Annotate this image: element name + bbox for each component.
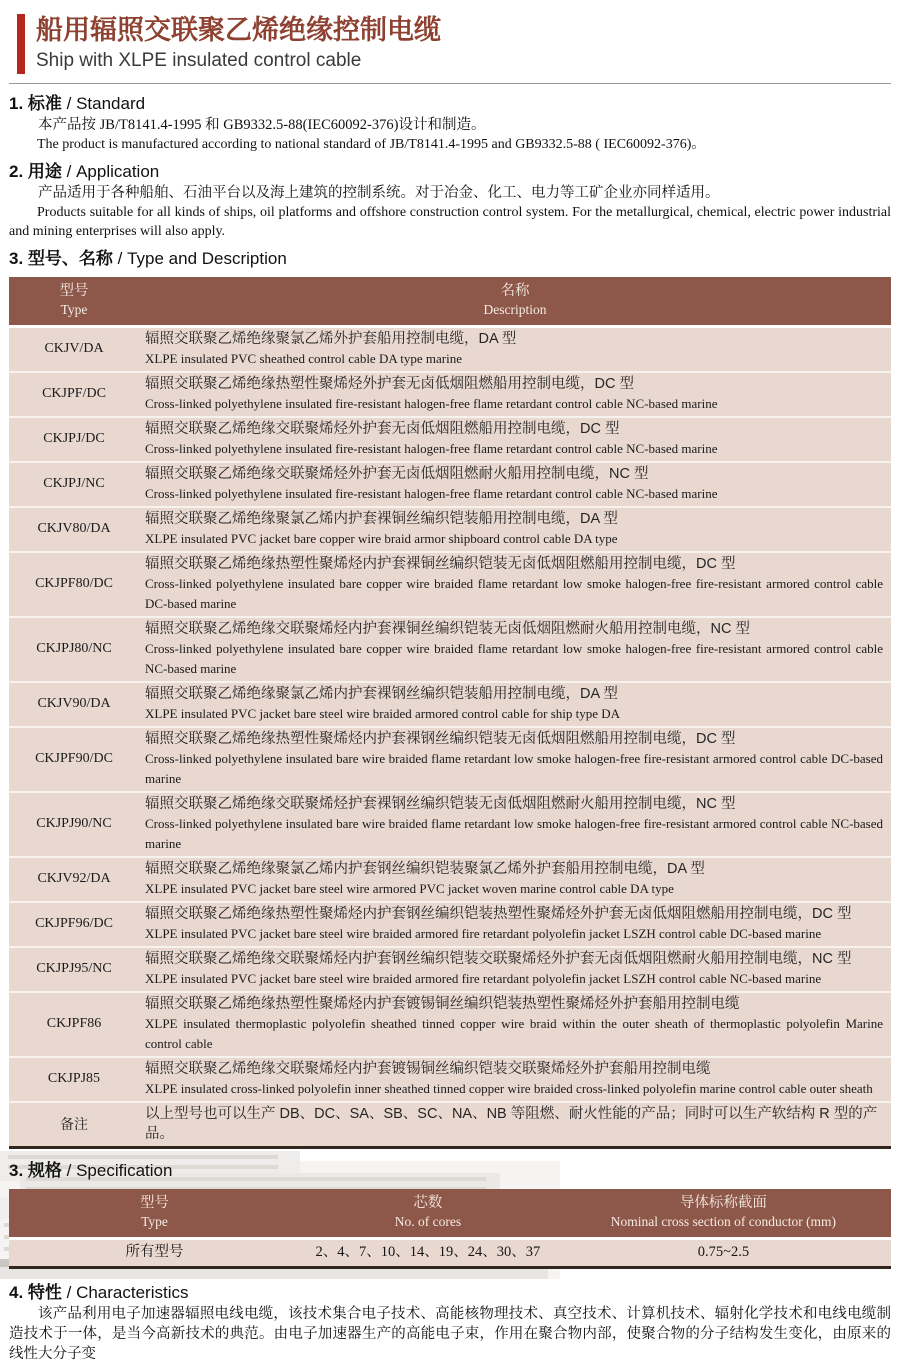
cable-description-cell [139, 902, 891, 947]
table-row [9, 617, 891, 682]
table-row [9, 727, 891, 792]
table-row [9, 417, 891, 462]
cable-type-code: CKJPJ95/NC [36, 961, 112, 976]
cable-description-en: XLPE insulated PVC jacket bare steel wire braided armored fire retardant polyolefin jacket LSZH control cable NC-based marine [145, 970, 822, 986]
table-row [9, 682, 891, 727]
cable-type-code: CKJPF96/DC [35, 916, 113, 931]
section-heading-standard: 1. 标准 / Standard [9, 94, 146, 113]
cable-description-cell [139, 682, 891, 727]
cable-description-cell [139, 417, 891, 462]
title-accent-bar [17, 14, 25, 74]
cable-description-zh: 辐照交联聚乙烯绝缘交联聚烯烃内护套裸铜丝编织铠装无卤低烟阻燃耐火船用控制电缆，NC 型 [145, 620, 750, 637]
cable-description-zh: 辐照交联聚乙烯绝缘聚氯乙烯内护套钢丝编织铠装聚氯乙烯外护套船用控制电缆，DA 型 [145, 860, 705, 877]
cable-description-en: XLPE insulated PVC jacket bare steel wire braided armored control cable for ship type DA [145, 705, 621, 721]
cable-description-en: XLPE insulated PVC sheathed control cable DA type marine [145, 350, 462, 366]
table-row [9, 792, 891, 857]
application-text-zh: 产品适用于各种船舶、石油平台以及海上建筑的控制系统。对于冶金、化工、电力等工矿企业亦同样适用。 [38, 184, 720, 201]
cable-description-zh: 辐照交联聚乙烯绝缘交联聚烯烃外护套无卤低烟阻燃耐火船用控制电缆，NC 型 [145, 465, 649, 482]
section-heading-application: 2. 用途 / Application [9, 161, 160, 181]
type-description-table [9, 277, 891, 1149]
cable-description-zh: 辐照交联聚乙烯绝缘热塑性聚烯烃内护套钢丝编织铠装热塑性聚烯烃外护套无卤低烟阻燃船用控制电缆，DC 型 [145, 905, 852, 922]
cable-description-en: XLPE insulated PVC jacket bare steel wire braided armored fire retardant polyolefin jacket LSZH control cable DC-based marine [145, 925, 822, 941]
section-heading-type-description: 3. 型号、名称 / Type and Description [9, 248, 287, 268]
cable-description-cell [139, 792, 891, 857]
table-row [9, 507, 891, 552]
column-header-type: 型号 Type [9, 277, 139, 327]
cable-description-en: Cross-linked polyethylene insulated bare wire braided flame retardant low smoke halogen-free fire-resistant armored control cable DC-based marine [145, 750, 883, 786]
table-row [9, 326, 891, 372]
page-title-zh: 船用辐照交联聚乙烯绝缘控制电缆 [36, 15, 441, 45]
cable-description-cell [139, 617, 891, 682]
cable-description-en: XLPE insulated PVC jacket bare steel wire armored PVC jacket woven marine control cable DA type [145, 880, 674, 896]
spec-cross-section-value: 0.75~2.5 [556, 1238, 891, 1267]
page-title-en: Ship with XLPE insulated control cable [36, 50, 362, 71]
cable-description-zh: 辐照交联聚乙烯绝缘交联聚烯烃内护套钢丝编织铠装交联聚烯烃外护套无卤低烟阻燃耐火船用控制电缆，NC 型 [145, 950, 852, 967]
cable-description-zh: 以上型号也可以生产 DB、DC、SA、SB、SC、NA、NB 等阻燃、耐火性能的产品；同时可以生产软结构 R 型的产品。 [145, 1105, 878, 1142]
cable-description-zh: 辐照交联聚乙烯绝缘聚氯乙烯内护套裸钢丝编织铠装船用控制电缆，DA 型 [145, 685, 618, 702]
cable-type-code: CKJPF/DC [42, 386, 106, 401]
table-row [9, 992, 891, 1057]
cable-type-code: CKJV90/DA [37, 696, 111, 711]
cable-description-zh: 辐照交联聚乙烯绝缘热塑性聚烯烃内护套裸钢丝编织铠装无卤低烟阻燃船用控制电缆，DC 型 [145, 730, 736, 747]
table-row [9, 857, 891, 902]
cable-description-zh: 辐照交联聚乙烯绝缘交联聚烯烃护套裸钢丝编织铠装无卤低烟阻燃耐火船用控制电缆，NC 型 [145, 795, 736, 812]
spec-column-type: 型号 Type [9, 1189, 300, 1239]
cable-description-en: Cross-linked polyethylene insulated fire-resistant halogen-free flame retardant control cable NC-based marine [145, 440, 718, 456]
spec-column-cores: 芯数 No. of cores [300, 1189, 556, 1239]
cable-description-cell [139, 326, 891, 372]
application-text-en: Products suitable for all kinds of ships, oil platforms and offshore construction control system. For the metallurgical, chemical, electric power industrial and mining enterprises will also apply. [9, 204, 891, 239]
cable-description-cell [139, 507, 891, 552]
cable-type-code: CKJPJ90/NC [36, 816, 112, 831]
cable-description-zh: 辐照交联聚乙烯绝缘交联聚烯烃外护套无卤低烟阻燃船用控制电缆，DC 型 [145, 420, 620, 437]
cable-description-zh: 辐照交联聚乙烯绝缘热塑性聚烯烃外护套无卤低烟阻燃船用控制电缆，DC 型 [145, 375, 634, 392]
table-row [9, 947, 891, 992]
cable-type-code: CKJV/DA [44, 341, 104, 356]
specification-table-header [9, 1189, 891, 1239]
table-row [9, 902, 891, 947]
characteristics-text-zh: 该产品利用电子加速器辐照电线电缆，该技术集合电子技术、高能核物理技术、真空技术、计算机技术、辐射化学技术和电线电缆制造技术于一体，是当今高新技术的典范。由电子加速器生产的高能电子束，作用在聚合物内部，使聚合物的分子结构发生变化，由原来的线性大分子变 [9, 1305, 891, 1362]
cable-description-cell [139, 947, 891, 992]
cable-type-code: CKJV80/DA [37, 521, 111, 536]
cable-description-cell [139, 992, 891, 1057]
cable-description-cell [139, 857, 891, 902]
cable-description-en: XLPE insulated thermoplastic polyolefin sheathed tinned copper wire braid within the outer sheath of thermoplastic polyolefin Marine control cable [145, 1015, 883, 1051]
spec-type-value: 所有型号 [9, 1238, 300, 1267]
spec-cores-value: 2、4、7、10、14、19、24、30、37 [300, 1238, 556, 1267]
cable-description-cell [139, 372, 891, 417]
table-row [9, 1057, 891, 1102]
cable-description-zh: 辐照交联聚乙烯绝缘聚氯乙烯外护套船用控制电缆，DA 型 [145, 330, 517, 347]
standard-text-en: The product is manufactured according to national standard of JB/T8141.4-1995 and GB9332.5-88 ( IEC60092-376)。 [37, 137, 706, 152]
cable-description-en: Cross-linked polyethylene insulated bare copper wire braided flame retardant low smoke halogen-free fire-resistant armored control cable DC-based marine [145, 575, 883, 611]
column-header-description: 名称 Description [139, 277, 891, 327]
table-row [9, 552, 891, 617]
doc-header [9, 14, 891, 84]
section-heading-characteristics: 4. 特性 / Characteristics [9, 1282, 189, 1302]
cable-description-en: Cross-linked polyethylene insulated fire-resistant halogen-free flame retardant control cable NC-based marine [145, 485, 718, 501]
cable-description-cell [139, 1057, 891, 1102]
table-row [9, 1102, 891, 1148]
cable-type-code: CKJPJ80/NC [36, 641, 112, 656]
cable-type-code: CKJV92/DA [37, 871, 111, 886]
cable-type-code: CKJPF80/DC [35, 576, 113, 591]
section-heading-specification: 3. 规格 / Specification [9, 1160, 173, 1180]
cable-type-code: CKJPJ85 [47, 1071, 101, 1086]
type-description-table-header [9, 277, 891, 327]
cable-type-code: CKJPF86 [46, 1016, 102, 1031]
cable-description-zh: 辐照交联聚乙烯绝缘热塑性聚烯烃内护套裸铜丝编织铠装无卤低烟阻燃船用控制电缆，DC 型 [145, 555, 736, 572]
cable-description-cell [139, 727, 891, 792]
spec-column-cross-section: 导体标称截面 Nominal cross section of conductor (mm) [556, 1189, 891, 1239]
cable-type-code: CKJPJ/NC [43, 476, 105, 491]
cable-description-en: Cross-linked polyethylene insulated fire-resistant halogen-free flame retardant control cable NC-based marine [145, 395, 718, 411]
cable-description-en: Cross-linked polyethylene insulated bare copper wire braided flame retardant low smoke halogen-free fire-resistant armored control cable NC-based marine [145, 640, 883, 676]
header-divider [9, 83, 891, 84]
specification-table [9, 1189, 891, 1269]
cable-description-en: Cross-linked polyethylene insulated bare wire braided flame retardant low smoke halogen-free fire-resistant armored control cable NC-based marine [145, 815, 883, 851]
table-row [9, 372, 891, 417]
cable-description-zh: 辐照交联聚乙烯绝缘热塑性聚烯烃内护套镀锡铜丝编织铠装热塑性聚烯烃外护套船用控制电缆 [145, 995, 740, 1012]
cable-description-cell [139, 1102, 891, 1148]
cable-description-en: XLPE insulated PVC jacket bare copper wire braid armor shipboard control cable DA type [145, 530, 618, 546]
table-row [9, 462, 891, 507]
cable-type-code: 备注 [60, 1118, 88, 1133]
standard-text-zh: 本产品按 JB/T8141.4-1995 和 GB9332.5-88(IEC60092-376)设计和制造。 [38, 117, 486, 133]
cable-description-zh: 辐照交联聚乙烯绝缘聚氯乙烯内护套裸铜丝编织铠装船用控制电缆，DA 型 [145, 510, 618, 527]
cable-description-cell [139, 552, 891, 617]
cable-description-en: XLPE insulated cross-linked polyolefin inner sheathed tinned copper wire braided cross-linked polyolefin marine control cable outer sheath [145, 1080, 873, 1096]
cable-type-code: CKJPF90/DC [35, 751, 113, 766]
cable-description-cell [139, 462, 891, 507]
specification-row [9, 1238, 891, 1267]
cable-type-code: CKJPJ/DC [43, 431, 105, 446]
cable-description-zh: 辐照交联聚乙烯绝缘交联聚烯烃内护套镀锡铜丝编织铠装交联聚烯烃外护套船用控制电缆 [145, 1060, 711, 1077]
